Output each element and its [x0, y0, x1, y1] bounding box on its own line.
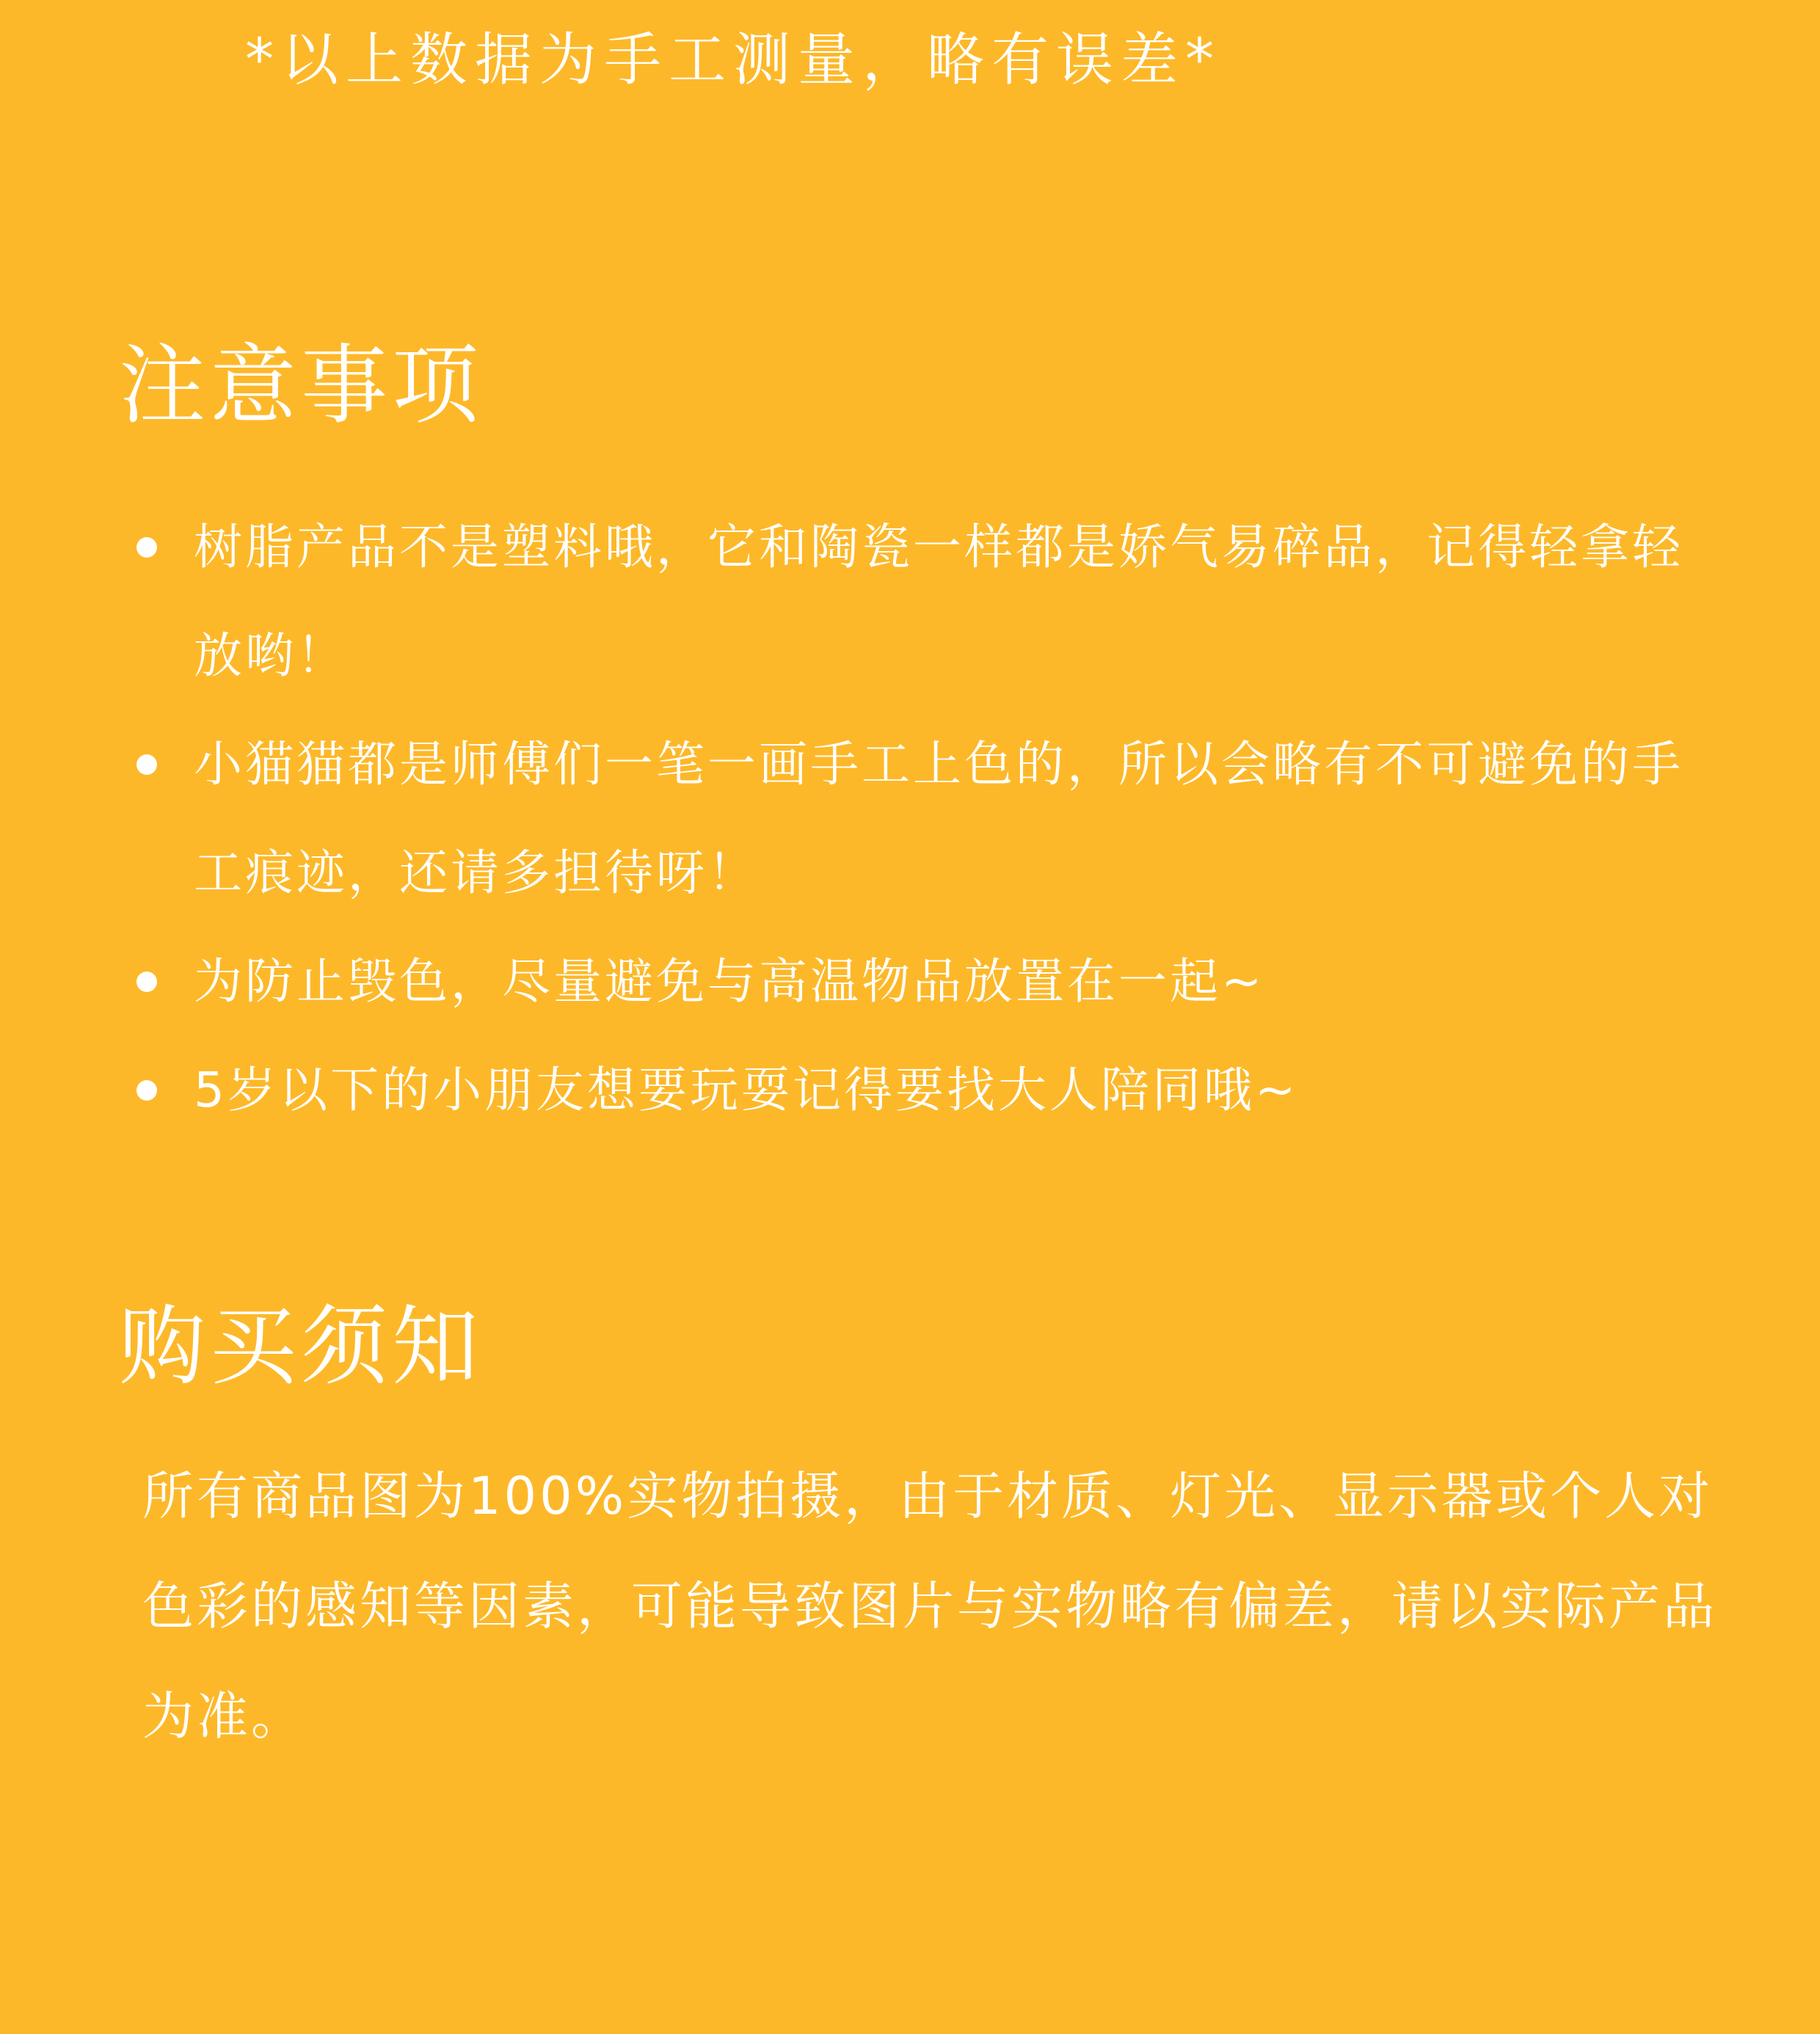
notes-list [0, 493, 1820, 1145]
notes-section-title: 注意事项 [119, 335, 484, 436]
purchase-section-title: 购买须知 [119, 1296, 484, 1397]
list-item [0, 710, 1720, 927]
purchase-notice-text: 所有商品图为100%实物拍摄，由于材质、灯光、显示器或个人对色彩的感知等因素，可能导致图片与实物略有偏差，请以实际产品为准。 [142, 1466, 1717, 1746]
measurement-note: *以上数据为手工测量，略有误差* [245, 27, 1222, 93]
note-text: 树脂产品不是塑料哦，它和陶瓷一样都是娇气易碎品，记得轻拿轻放哟！ [194, 519, 1684, 684]
note-text: 5岁以下的小朋友想要玩耍记得要找大人陪同哦~ [194, 1062, 1299, 1118]
bullet-dot-icon [136, 1080, 157, 1101]
note-text: 为防止毁色，尽量避免与高温物品放置在一起~ [194, 953, 1265, 1010]
list-item [0, 493, 1720, 710]
note-text: 小猫猫都是师傅们一笔一画手工上色的，所以会略有不可避免的手工痕迹，还请多担待呀！ [194, 736, 1684, 901]
bullet-dot-icon [136, 537, 157, 558]
bullet-dot-icon [136, 972, 157, 992]
list-item [0, 927, 1720, 1036]
list-item [0, 1036, 1720, 1145]
bullet-dot-icon [136, 754, 157, 775]
